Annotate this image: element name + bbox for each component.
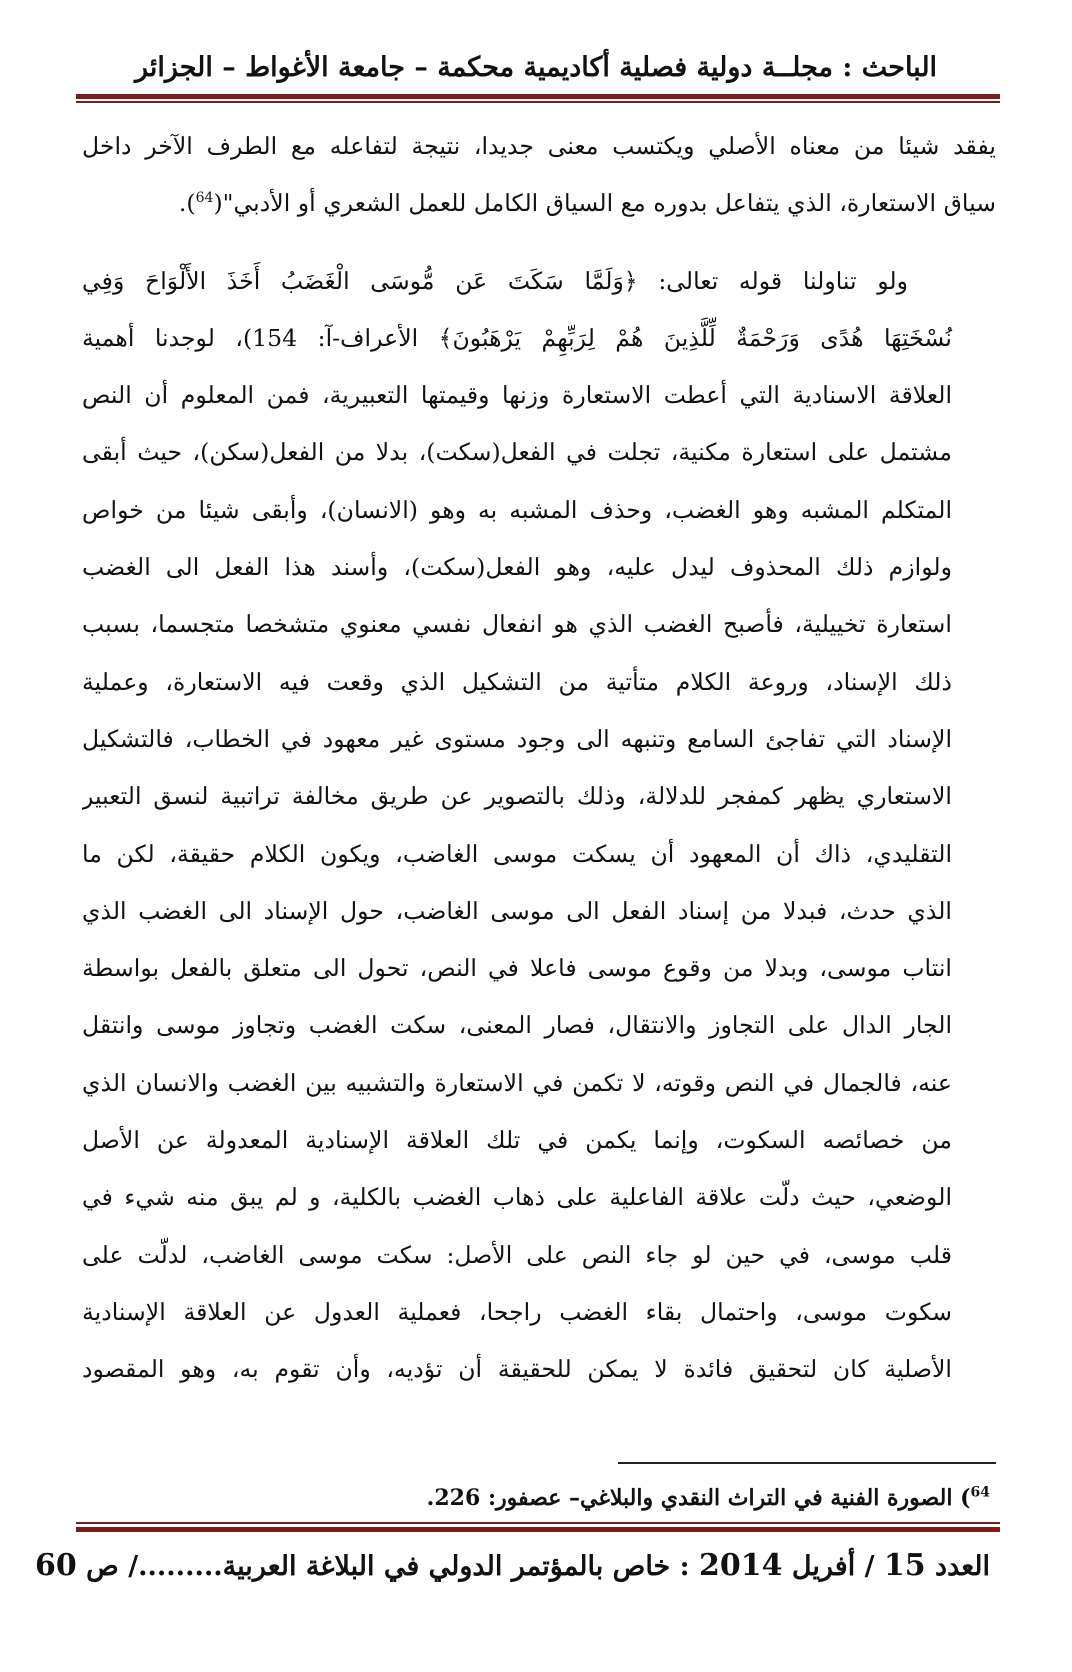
text-line: الجار الدال على التجاوز والانتقال، فصار المعنى، سكت الغضب وتجاوز موسى وانتقل <box>82 1011 952 1040</box>
header-rule-thick <box>76 94 1000 99</box>
text-line: ذلك الإسناد، وروعة الكلام متأتية من التشكيل الذي وقعت فيه الاستعارة، وعملية <box>82 667 952 696</box>
issue-year: 2014 <box>699 1548 783 1583</box>
text-line: من خصائصه السكوت، وإنما يكمن في تلك العلاقة الإسنادية المعدولة عن الأصل <box>82 1126 952 1155</box>
page-footer <box>35 1542 990 1590</box>
body-text <box>82 118 996 1399</box>
text-line: الإسناد التي تفاجئ السامع وتنبهه الى وجود مستوى غير معهود في الخطاب، فالتشكيل <box>82 724 952 753</box>
text-line: عنه، فالجمال في النص وقوته، لا تكمن في الاستعارة والتشبيه بين الغضب والانسان الذي <box>82 1068 952 1097</box>
text-line: استعارة تخييلية، فأصبح الغضب الذي هو انفعال نفسي معنوي متشخصا متجسما، بسبب <box>82 610 952 639</box>
footnote-separator <box>618 1462 996 1464</box>
text-line: انتاب موسى، وبدلا من وقوع موسى فاعلا في النص، تحول الى متعلق بالفعل بواسطة <box>82 954 952 983</box>
footnote-text: ) الصورة الفنية في التراث النقدي والبلاغي– عصفور: 226. <box>426 1485 971 1511</box>
text-line: الذي حدث، فبدلا من إسناد الفعل الى موسى الغاضب، حول الإسناد الى الغضب الذي <box>82 896 952 925</box>
text-line: المتكلم المشبه وهو الغضب، وحذف المشبه به وهو (الانسان)، وأبقى شيئا من خواص <box>82 495 952 524</box>
text-line: الأصلية كان لتحقيق فائدة لا يمكن للحقيقة أن تؤديه، وأن تقوم به، وهو المقصود <box>82 1355 952 1384</box>
page-number: 60 <box>35 1548 77 1583</box>
text-line-content: سياق الاستعارة، الذي يتفاعل بدوره مع السياق الكامل للعمل الشعري أو الأدبي"( <box>213 189 996 218</box>
journal-header-title: الباحث : مجلــة دولية فصلية أكاديمية محكمة – جامعة الأغواط – الجزائر <box>134 52 938 83</box>
text-line: ولوازم ذلك المحذوف ليدل عليه، وهو الفعل(سكت)، وأسند هذا الفعل الى الغضب <box>82 553 952 582</box>
footnote-number: 64 <box>970 1484 990 1501</box>
text-line: الوضعي، حيث دلّت علاقة الفاعلية على ذهاب الغضب بالكلية، و لم يبق منه شيء في <box>82 1183 952 1212</box>
footnote-reference[interactable]: 64 <box>195 190 214 207</box>
text-line: التقليدي، ذاك أن المعهود أن يسكت موسى الغاضب، ويكون الكلام حقيقة، لكن ما <box>82 839 953 868</box>
text-line: مشتمل على استعارة مكنية، تجلت في الفعل(سكت)، بدلا من الفعل(سكن)، حيث أبقى <box>82 438 952 467</box>
header-rule-thin <box>76 101 1000 103</box>
footer-separator: / <box>864 1551 875 1582</box>
text-line: يفقد شيئا من معناه الأصلي ويكتسب معنى جديدا، نتيجة لتفاعله مع الطرف الآخر داخل <box>82 132 996 160</box>
issue-number: 15 <box>883 1548 926 1583</box>
text-line: نُسْخَتِهَا هُدًى وَرَحْمَةٌ لِّلَّذِينَ هُمْ لِرَبِّهِمْ يَرْهَبُونَ﴾ الأعراف-آ: 154)، لوجدنا أهمية <box>82 323 952 352</box>
paragraph-2 <box>82 253 996 1399</box>
text-line: العلاقة الاسنادية التي أعطت الاستعارة وزنها وقيمتها التعبيرية، فمن المعلوم أن النص <box>82 381 952 410</box>
footnote <box>300 1478 990 1518</box>
text-line: قلب موسى، في حين لو جاء النص على الأصل: سكت موسى الغاضب، لدلّت على <box>82 1240 952 1269</box>
issue-month: أفريل <box>791 1551 856 1582</box>
paragraph-1 <box>82 118 996 233</box>
text-line: سكوت موسى، واحتمال بقاء الغضب راجحا، فعملية العدول عن العلاقة الإسنادية <box>82 1297 952 1326</box>
footer-rule-thick <box>76 1527 1000 1532</box>
text-line: الاستعاري يظهر كمفجر للدلالة، وذلك بالتصوير عن طريق مخالفة تراتبية لنسق التعبير <box>82 782 952 811</box>
text-line-end: ). <box>178 189 196 218</box>
footer-rule-thin <box>76 1522 1000 1524</box>
text-line-quran-start: ولو تناولنا قوله تعالى: ﴿وَلَمَّا سَكَتَ عَن مُّوسَى الْغَضَبُ أَخَذَ الأَلْوَاحَ وَفِي <box>82 266 908 295</box>
issue-description: : خاص بالمؤتمر الدولي في البلاغة العربية........./ ص <box>86 1551 690 1582</box>
text-line <box>82 175 996 232</box>
issue-label: العدد <box>935 1551 990 1582</box>
